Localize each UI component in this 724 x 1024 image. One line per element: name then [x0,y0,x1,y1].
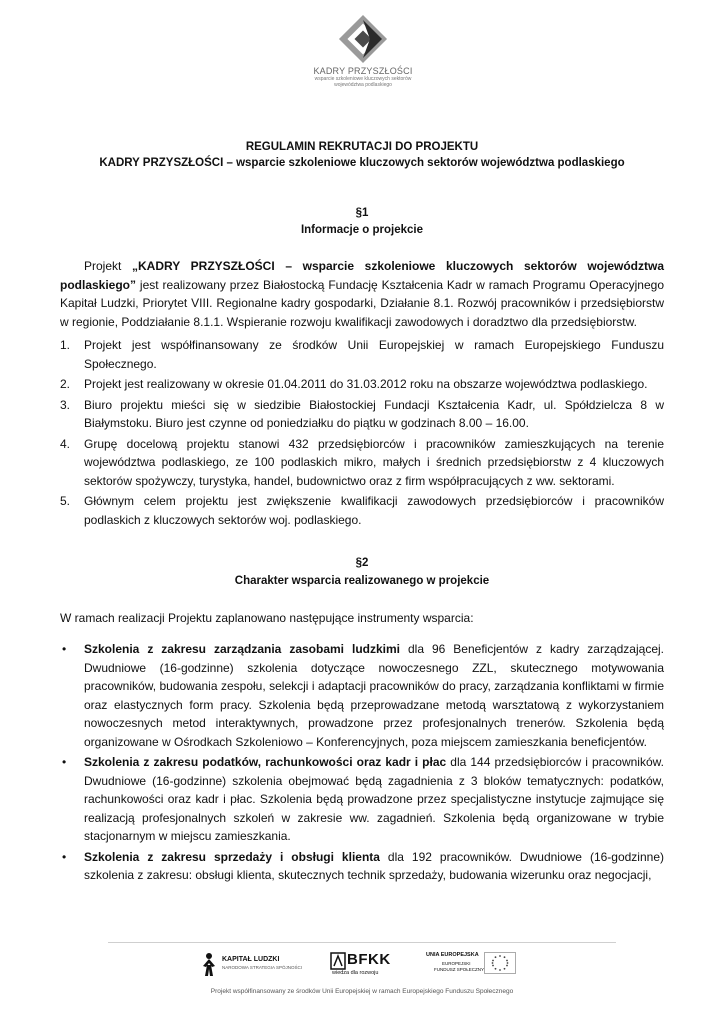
kapital-ludzki-name: KAPITAŁ LUDZKI [222,956,280,963]
bullet-item [60,753,664,846]
list-item-number: 5. [60,494,71,508]
bullet-icon: • [62,849,67,864]
kapital-ludzki-tagline: NARODOWA STRATEGIA SPÓJNOŚCI [222,965,303,970]
section2-list [60,640,664,887]
logo-subtitle-2: województwa podlaskiego [334,82,392,88]
section1-intro [60,257,664,331]
list-item [60,492,664,529]
eu-fund-line2: FUNDUSZ SPOŁECZNY [434,967,485,972]
bullet-item-title: Szkolenia z zakresu podatków, rachunkowości oraz kadr i płac [84,755,447,769]
section1-number: §1 [355,207,369,219]
footer-caption: Projekt współfinansowany ze środków Unii Europejskiej w ramach Europejskiego Funduszu Społecznego [210,988,514,995]
bullet-item-text: dla 96 Beneficjentów z kadry zarządzającej. Dwudniowe (16-godzinne) szkolenia dotyczące nowoczesnego ZZL, skutecznego motywowania pracowników, budowania zespołu, selekcji i adaptacji pracowników do pracy, zarządzania konfliktami w firmie oraz elastycznych form pracy. Szkolenia będą przeprowadzane metodą warsztatową z wykorzystaniem nowoczesnych metod interaktywnych, prowadzone przez profesjonalnych trenerów. Szkolenia będą organizowane w Ośrodkach Szkoleniowo – Konferencyjnych, poza miejscem zamieszkania beneficjentów. [84,642,664,749]
bullet-item [60,640,664,751]
list-item-number: 3. [60,397,71,412]
bullet-item-title: Szkolenia z zakresu sprzedaży i obsługi klienta [84,849,380,864]
eu-fund-line1: EUROPEJSKI [442,961,471,966]
intro-prefix: Projekt [84,259,132,273]
list-item-number: 4. [60,436,71,451]
logo-subtitle-1: wsparcie szkoleniowe kluczowych sektorów [314,76,412,82]
list-item-text: Biuro projektu mieści się w siedzibie Białostockiej Fundacji Kształcenia Kadr, ul. Spółdzielcza 8 w Białymstoku. Biuro jest czynne od poniedziałku do piątku w godzinach 8.00 – 16.00. [84,397,664,430]
bullet-item-text: dla 144 przedsiębiorców i pracowników. Dwudniowe (16-godzinne) szkolenia obejmować będą zagadnienia z 3 bloków tematycznych: podatków, rachunkowości oraz kadr i płac. Szkolenia będą prowadzone przez specjalistyczne instytucje zajmujące się realizacją profesjonalnych szkoleń w zakresie ww. zagadnień. Szkolenia będą organizowane w trybie stacjonarnym w miejscu zamieszkania. [84,755,664,843]
document-subtitle: KADRY PRZYSZŁOŚCI – wsparcie szkoleniowe kluczowych sektorów województwa podlaskiego [99,157,625,169]
list-item-text: Projekt jest współfinansowany ze środków Unii Europejskiej w ramach Europejskiego Funduszu Społecznego. [84,338,664,371]
list-item-text: Grupę docelową projektu stanowi 432 przedsiębiorców i pracowników zamieszkujących na terenie województwa podlaskiego, ze 100 podlaskich mikro, małych i średnich przedsiębiorstw z 4 kluczowych sektorów spożywczy, turystyka, handel, budownictwo oraz z firm współpracujących z ww. sektorami. [84,436,664,488]
bullet-item-text: dla 192 pracowników. Dwudniowe (16-godzinne) szkolenia z zakresu: obsługi klienta, skutecznych technik sprzedaży, budowania wizerunku oraz negocjacji, [84,849,664,882]
section1-heading: Informacje o projekcie [300,224,424,236]
list-item-number: 1. [60,338,71,352]
list-item [60,375,664,394]
logo-title: KADRY PRZYSZŁOŚCI [313,66,413,76]
list-item-text: Głównym celem projektu jest zwiększenie kwalifikacji zawodowych przedsiębiorców i pracowników podlaskich z kluczowych sektorów woj. podlaskiego. [84,494,664,527]
intro-project-name: „KADRY PRZYSZŁOŚCI – wsparcie szkoleniowe kluczowych sektorów województwa podlaskiego” [60,259,664,292]
list-item-number: 2. [60,377,71,391]
kapital-ludzki-icon [200,952,218,978]
kadry-logo-icon [338,14,388,64]
eu-flag-icon [484,952,516,974]
footer-divider [108,942,616,943]
section1-list [60,336,664,531]
list-item [60,396,664,433]
bullet-icon: • [62,755,67,769]
list-item [60,435,664,491]
bfkk-icon [330,952,346,970]
section2-heading: Charakter wsparcia realizowanego w projekcie [234,575,490,587]
section2-number: §2 [355,557,369,569]
project-logo [310,14,416,108]
bullet-item [60,848,664,885]
bfkk-tagline: wiedza dla rozwoju [332,970,379,976]
intro-rest: jest realizowany przez Białostocką Fundację Kształcenia Kadr w ramach Programu Operacyjnego Kapitał Ludzki, Priorytet VIII. Regionalne kadry gospodarki, Działanie 8.1. Rozwój pracowników i przedsiębiorstw w regionie, Poddziałanie 8.1.1. Wspieranie rozwoju kwalifikacji zawodowych i doradztwo dla przedsiębiorstw. [60,277,664,329]
eu-name: UNIA EUROPEJSKA [426,952,479,958]
section2-intro: W ramach realizacji Projektu zaplanowano następujące instrumenty wsparcia: [60,611,474,625]
bullet-icon: • [62,642,67,656]
bullet-item-title: Szkolenia z zakresu zarządzania zasobami ludzkimi [84,642,400,656]
list-item-text: Projekt jest realizowany w okresie 01.04.2011 do 31.03.2012 roku na obszarze województwa podlaskiego. [84,377,648,391]
bfkk-name: BFKK [347,951,391,968]
list-item [60,336,664,373]
document-title: REGULAMIN REKRUTACJI DO PROJEKTU [245,141,479,153]
footer [108,948,616,1008]
